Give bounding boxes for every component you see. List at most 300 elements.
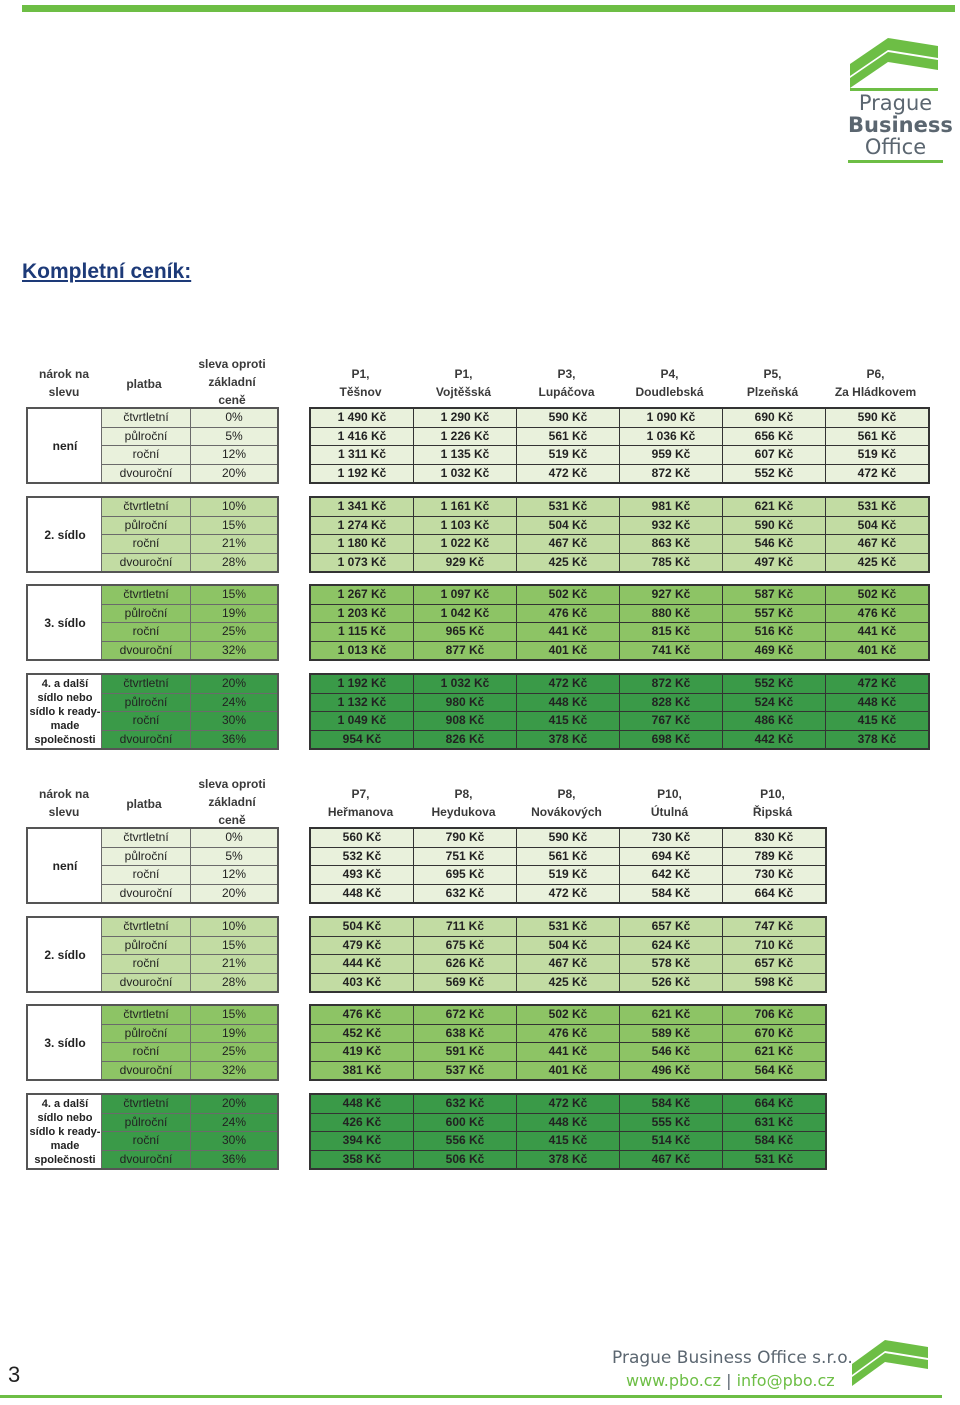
price-cell: 730 Kč	[620, 829, 723, 847]
discount-percent: 25%	[221, 1044, 247, 1058]
price-cell: 598 Kč	[754, 974, 794, 989]
discount-percent: 15%	[221, 937, 247, 952]
price-row	[311, 712, 928, 731]
payment-row	[101, 1043, 277, 1062]
price-cell: 590 Kč	[517, 829, 620, 847]
price-cell: 1 135 Kč	[414, 446, 517, 464]
price-cell: 927 Kč	[620, 586, 723, 604]
price-cell: 552 Kč	[723, 675, 826, 693]
payment-row	[101, 1114, 277, 1133]
location-header: P1, Těšnov	[339, 367, 382, 399]
bottom-accent-bar	[0, 1395, 942, 1398]
payment-row	[101, 428, 277, 447]
discount-group-label: 3. sídlo	[26, 584, 104, 661]
price-cell: 1 490 Kč	[311, 409, 414, 427]
price-row	[311, 829, 825, 848]
price-row	[311, 675, 928, 694]
payment-row	[101, 409, 277, 428]
price-cell: 664 Kč	[754, 885, 794, 900]
payment-row	[101, 866, 277, 885]
discount-percent: 15%	[221, 1007, 247, 1021]
price-cell: 1 042 Kč	[414, 605, 517, 623]
payment-period: roční	[101, 535, 191, 553]
discount-percent: 28%	[221, 974, 247, 989]
price-cell: 675 Kč	[414, 937, 517, 955]
price-cell: 561 Kč	[857, 428, 897, 443]
discount-group-label: 2. sídlo	[26, 916, 104, 993]
header-payment: platba	[126, 797, 162, 811]
price-cell: 981 Kč	[620, 498, 723, 516]
payment-row	[101, 974, 277, 992]
price-cell: 1 132 Kč	[311, 694, 414, 712]
price-cell: 959 Kč	[620, 446, 723, 464]
price-cell: 584 Kč	[620, 885, 723, 903]
price-cell: 828 Kč	[620, 694, 723, 712]
discount-percent: 15%	[221, 587, 247, 601]
price-row	[311, 937, 825, 956]
payment-period: dvouroční	[101, 1151, 191, 1169]
payment-period: čtvrtletní	[101, 409, 191, 427]
discount-percent: 10%	[221, 919, 247, 933]
price-cell: 401 Kč	[517, 642, 620, 660]
price-row	[311, 885, 825, 903]
price-cell: 789 Kč	[754, 848, 794, 863]
price-cell: 706 Kč	[754, 1007, 794, 1021]
price-cell: 929 Kč	[414, 554, 517, 572]
payment-row	[101, 517, 277, 536]
price-cell: 1 103 Kč	[414, 517, 517, 535]
price-row	[311, 1114, 825, 1133]
price-cell: 1 416 Kč	[311, 428, 414, 446]
payment-period: dvouroční	[101, 974, 191, 992]
payment-row	[101, 829, 277, 848]
payment-row	[101, 1062, 277, 1080]
price-cell: 1 161 Kč	[414, 498, 517, 516]
price-cell: 1 032 Kč	[414, 675, 517, 693]
price-cell: 472 Kč	[857, 676, 897, 690]
header-claim: nárok na slevu	[38, 787, 89, 819]
price-table-2	[24, 775, 929, 1170]
price-cell: 556 Kč	[414, 1132, 517, 1150]
page-number: 3	[8, 1362, 21, 1387]
discount-percent: 36%	[221, 731, 247, 746]
price-cell: 600 Kč	[414, 1114, 517, 1132]
payment-period: půlroční	[101, 1025, 191, 1043]
payment-terms	[101, 1093, 279, 1170]
price-cell: 448 Kč	[311, 885, 414, 903]
discount-percent: 0%	[225, 830, 243, 844]
price-cell: 506 Kč	[414, 1151, 517, 1169]
discount-percent: 12%	[221, 447, 247, 461]
price-cell: 425 Kč	[517, 554, 620, 572]
price-cell: 441 Kč	[857, 624, 897, 638]
discount-group-label: 4. a další sídlo nebo sídlo k ready- made společnosti	[26, 673, 104, 750]
discount-percent: 20%	[221, 1096, 247, 1110]
footer-separator: |	[726, 1371, 732, 1390]
price-cell: 698 Kč	[620, 731, 723, 749]
payment-period: roční	[101, 1132, 191, 1150]
discount-percent: 30%	[221, 713, 247, 727]
price-cell: 965 Kč	[414, 623, 517, 641]
payment-terms	[101, 916, 279, 993]
price-cell: 1 311 Kč	[311, 446, 414, 464]
price-cell: 1 274 Kč	[311, 517, 414, 535]
payment-period: roční	[101, 712, 191, 730]
price-row	[311, 535, 928, 554]
price-cell: 378 Kč	[517, 731, 620, 749]
price-cell: 442 Kč	[723, 731, 826, 749]
price-cell: 815 Kč	[620, 623, 723, 641]
price-cell: 516 Kč	[723, 623, 826, 641]
price-cell: 441 Kč	[517, 1043, 620, 1061]
price-cell: 1 115 Kč	[311, 623, 414, 641]
price-cell: 504 Kč	[311, 918, 414, 936]
payment-period: dvouroční	[101, 554, 191, 572]
price-cell: 826 Kč	[414, 731, 517, 749]
price-cell: 504 Kč	[857, 517, 897, 532]
payment-period: dvouroční	[101, 731, 191, 749]
payment-period: roční	[101, 1043, 191, 1061]
payment-terms	[101, 407, 279, 484]
price-cell: 452 Kč	[311, 1025, 414, 1043]
payment-row	[101, 446, 277, 465]
payment-period: dvouroční	[101, 885, 191, 903]
price-cell: 590 Kč	[857, 410, 897, 424]
price-grid	[309, 827, 827, 904]
payment-row	[101, 848, 277, 867]
price-row	[311, 1151, 825, 1169]
price-cell: 493 Kč	[311, 866, 414, 884]
price-cell: 564 Kč	[754, 1062, 794, 1077]
price-cell: 415 Kč	[517, 712, 620, 730]
payment-row	[101, 918, 277, 937]
price-cell: 694 Kč	[620, 848, 723, 866]
price-cell: 472 Kč	[517, 1095, 620, 1113]
payment-period: čtvrtletní	[101, 829, 191, 847]
price-cell: 877 Kč	[414, 642, 517, 660]
price-cell: 448 Kč	[311, 1095, 414, 1113]
payment-period: čtvrtletní	[101, 675, 191, 693]
price-cell: 954 Kč	[311, 731, 414, 749]
location-header: P1, Vojtěšská	[435, 367, 492, 399]
header-payment: platba	[126, 377, 162, 391]
price-cell: 497 Kč	[723, 554, 826, 572]
payment-row	[101, 937, 277, 956]
price-row	[311, 517, 928, 536]
discount-percent: 0%	[225, 410, 243, 424]
discount-percent: 10%	[221, 499, 247, 513]
price-cell: 531 Kč	[517, 498, 620, 516]
price-cell: 555 Kč	[620, 1114, 723, 1132]
location-header: P4, Doudlebská	[635, 367, 704, 399]
price-cell: 504 Kč	[517, 517, 620, 535]
price-cell: 448 Kč	[517, 1114, 620, 1132]
price-cell: 711 Kč	[414, 918, 517, 936]
discount-percent: 32%	[221, 1062, 247, 1077]
payment-terms	[101, 584, 279, 661]
logo-line3: Office	[864, 135, 927, 159]
price-cell: 872 Kč	[620, 465, 723, 483]
price-cell: 656 Kč	[723, 428, 826, 446]
page-title: Kompletní ceník:	[22, 260, 192, 283]
price-cell: 1 192 Kč	[311, 675, 414, 693]
price-cell: 621 Kč	[723, 498, 826, 516]
payment-row	[101, 955, 277, 974]
price-cell: 695 Kč	[414, 866, 517, 884]
price-cell: 448 Kč	[517, 694, 620, 712]
price-cell: 1 192 Kč	[311, 465, 414, 483]
payment-period: půlroční	[101, 848, 191, 866]
payment-row	[101, 1095, 277, 1114]
price-cell: 657 Kč	[620, 918, 723, 936]
price-row	[311, 554, 928, 572]
footer-contacts	[626, 1371, 835, 1390]
price-cell: 621 Kč	[620, 1006, 723, 1024]
price-cell: 531 Kč	[857, 499, 897, 513]
price-cell: 467 Kč	[857, 536, 897, 550]
discount-percent: 21%	[221, 536, 247, 550]
price-cell: 401 Kč	[517, 1062, 620, 1080]
price-cell: 514 Kč	[620, 1132, 723, 1150]
price-cell: 472 Kč	[517, 885, 620, 903]
price-cell: 519 Kč	[517, 446, 620, 464]
price-cell: 621 Kč	[754, 1044, 794, 1058]
price-grid	[309, 673, 930, 750]
discount-percent: 15%	[221, 517, 247, 532]
location-header: P10, Útulná	[650, 787, 689, 819]
price-cell: 560 Kč	[311, 829, 414, 847]
logo-underline	[848, 160, 943, 163]
payment-row	[101, 465, 277, 483]
price-cell: 401 Kč	[857, 642, 897, 657]
payment-period: čtvrtletní	[101, 498, 191, 516]
price-cell: 1 022 Kč	[414, 535, 517, 553]
price-cell: 584 Kč	[754, 1133, 794, 1147]
price-cell: 378 Kč	[857, 731, 897, 746]
payment-row	[101, 1151, 277, 1169]
payment-row	[101, 1006, 277, 1025]
price-cell: 526 Kč	[620, 974, 723, 992]
price-cell: 657 Kč	[754, 956, 794, 970]
price-cell: 444 Kč	[311, 955, 414, 973]
price-cell: 358 Kč	[311, 1151, 414, 1169]
price-cell: 590 Kč	[723, 517, 826, 535]
price-cell: 1 203 Kč	[311, 605, 414, 623]
footer-company: Prague Business Office s.r.o.	[612, 1348, 853, 1368]
footer-email-link[interactable]: info@pbo.cz	[736, 1371, 835, 1390]
price-cell: 790 Kč	[414, 829, 517, 847]
price-cell: 589 Kč	[620, 1025, 723, 1043]
price-cell: 472 Kč	[517, 675, 620, 693]
price-row	[311, 731, 928, 749]
logo-line1: Prague	[858, 91, 933, 115]
price-grid	[309, 1093, 827, 1170]
price-cell: 631 Kč	[754, 1114, 794, 1129]
location-header: P8, Heydukova	[431, 787, 496, 819]
price-cell: 767 Kč	[620, 712, 723, 730]
discount-percent: 30%	[221, 1133, 247, 1147]
discount-percent: 19%	[221, 1025, 247, 1040]
price-cell: 502 Kč	[517, 586, 620, 604]
payment-terms	[101, 496, 279, 573]
price-cell: 690 Kč	[723, 409, 826, 427]
price-cell: 531 Kč	[754, 1151, 794, 1166]
discount-percent: 20%	[221, 465, 247, 480]
price-cell: 476 Kč	[857, 605, 897, 620]
price-cell: 741 Kč	[620, 642, 723, 660]
payment-terms	[101, 1004, 279, 1081]
price-cell: 425 Kč	[857, 554, 897, 569]
price-cell: 751 Kč	[414, 848, 517, 866]
price-cell: 486 Kč	[723, 712, 826, 730]
payment-terms	[101, 673, 279, 750]
price-cell: 426 Kč	[311, 1114, 414, 1132]
price-cell: 624 Kč	[620, 937, 723, 955]
price-cell: 1 226 Kč	[414, 428, 517, 446]
discount-percent: 24%	[221, 1114, 247, 1129]
discount-percent: 20%	[221, 885, 247, 900]
discount-group-label: 2. sídlo	[26, 496, 104, 573]
top-accent-bar	[22, 5, 955, 12]
header-discount: sleva oproti základní ceně	[198, 357, 266, 407]
payment-row	[101, 535, 277, 554]
location-header: P3, Lupáčova	[538, 367, 595, 399]
price-cell: 532 Kč	[311, 848, 414, 866]
price-cell: 441 Kč	[517, 623, 620, 641]
price-cell: 591 Kč	[414, 1043, 517, 1061]
price-cell: 467 Kč	[620, 1151, 723, 1169]
price-cell: 1 049 Kč	[311, 712, 414, 730]
price-cell: 546 Kč	[620, 1043, 723, 1061]
payment-row	[101, 885, 277, 903]
price-cell: 590 Kč	[517, 409, 620, 427]
logo-waves-icon	[848, 30, 940, 92]
price-row	[311, 955, 825, 974]
discount-percent: 28%	[221, 554, 247, 569]
price-cell: 632 Kč	[414, 1095, 517, 1113]
price-cell: 415 Kč	[857, 713, 897, 727]
discount-percent: 5%	[225, 848, 243, 863]
payment-row	[101, 694, 277, 713]
price-cell: 552 Kč	[723, 465, 826, 483]
price-grid	[309, 584, 930, 661]
price-cell: 785 Kč	[620, 554, 723, 572]
price-cell: 1 290 Kč	[414, 409, 517, 427]
location-header: P10, Řipská	[752, 787, 793, 819]
payment-period: půlroční	[101, 694, 191, 712]
price-cell: 664 Kč	[754, 1096, 794, 1110]
price-cell: 670 Kč	[754, 1025, 794, 1040]
payment-period: dvouroční	[101, 642, 191, 660]
price-cell: 730 Kč	[754, 867, 794, 881]
price-cell: 584 Kč	[620, 1095, 723, 1113]
footer-website-link[interactable]: www.pbo.cz	[626, 1371, 721, 1390]
price-row	[311, 694, 928, 713]
discount-percent: 24%	[221, 694, 247, 709]
price-cell: 425 Kč	[517, 974, 620, 992]
price-cell: 502 Kč	[517, 1006, 620, 1024]
price-row	[311, 605, 928, 624]
company-logo	[848, 30, 953, 163]
payment-row	[101, 642, 277, 660]
price-row	[311, 642, 928, 660]
price-row	[311, 465, 928, 483]
price-cell: 932 Kč	[620, 517, 723, 535]
price-row	[311, 586, 928, 605]
price-cell: 863 Kč	[620, 535, 723, 553]
price-cell: 394 Kč	[311, 1132, 414, 1150]
payment-row	[101, 1025, 277, 1044]
logo-line2: Business	[848, 113, 953, 137]
price-row	[311, 866, 825, 885]
discount-percent: 36%	[221, 1151, 247, 1166]
price-cell: 472 Kč	[517, 465, 620, 483]
discount-percent: 20%	[221, 676, 247, 690]
price-cell: 479 Kč	[311, 937, 414, 955]
price-cell: 1 267 Kč	[311, 586, 414, 604]
price-row	[311, 918, 825, 937]
payment-row	[101, 1132, 277, 1151]
price-row	[311, 428, 928, 447]
price-row	[311, 1043, 825, 1062]
discount-group-label: není	[26, 407, 104, 484]
payment-period: půlroční	[101, 1114, 191, 1132]
location-header: P5, Plzeňská	[746, 367, 799, 399]
price-cell: 578 Kč	[620, 955, 723, 973]
price-cell: 381 Kč	[311, 1062, 414, 1080]
price-grid	[309, 407, 930, 484]
price-row	[311, 1132, 825, 1151]
price-cell: 638 Kč	[414, 1025, 517, 1043]
footer-logo-icon	[850, 1334, 930, 1395]
price-cell: 747 Kč	[754, 919, 794, 933]
payment-row	[101, 605, 277, 624]
price-cell: 830 Kč	[754, 830, 794, 844]
header-discount: sleva oproti základní ceně	[198, 777, 266, 827]
price-cell: 546 Kč	[723, 535, 826, 553]
price-row	[311, 623, 928, 642]
payment-period: dvouroční	[101, 1062, 191, 1080]
price-row	[311, 974, 825, 992]
payment-row	[101, 498, 277, 517]
price-cell: 1 180 Kč	[311, 535, 414, 553]
price-cell: 467 Kč	[517, 955, 620, 973]
payment-period: půlroční	[101, 937, 191, 955]
price-row	[311, 848, 825, 867]
price-cell: 569 Kč	[414, 974, 517, 992]
price-cell: 496 Kč	[620, 1062, 723, 1080]
price-cell: 1 341 Kč	[311, 498, 414, 516]
price-cell: 519 Kč	[517, 866, 620, 884]
payment-row	[101, 554, 277, 572]
price-cell: 908 Kč	[414, 712, 517, 730]
discount-percent: 19%	[221, 605, 247, 620]
payment-period: roční	[101, 955, 191, 973]
price-cell: 1 032 Kč	[414, 465, 517, 483]
price-row	[311, 409, 928, 428]
price-cell: 476 Kč	[311, 1006, 414, 1024]
price-cell: 980 Kč	[414, 694, 517, 712]
price-grid	[309, 1004, 827, 1081]
payment-period: roční	[101, 623, 191, 641]
price-cell: 415 Kč	[517, 1132, 620, 1150]
header-claim: nárok na slevu	[38, 367, 89, 399]
discount-percent: 21%	[221, 956, 247, 970]
price-cell: 419 Kč	[311, 1043, 414, 1061]
price-cell: 557 Kč	[723, 605, 826, 623]
price-cell: 504 Kč	[517, 937, 620, 955]
payment-row	[101, 675, 277, 694]
